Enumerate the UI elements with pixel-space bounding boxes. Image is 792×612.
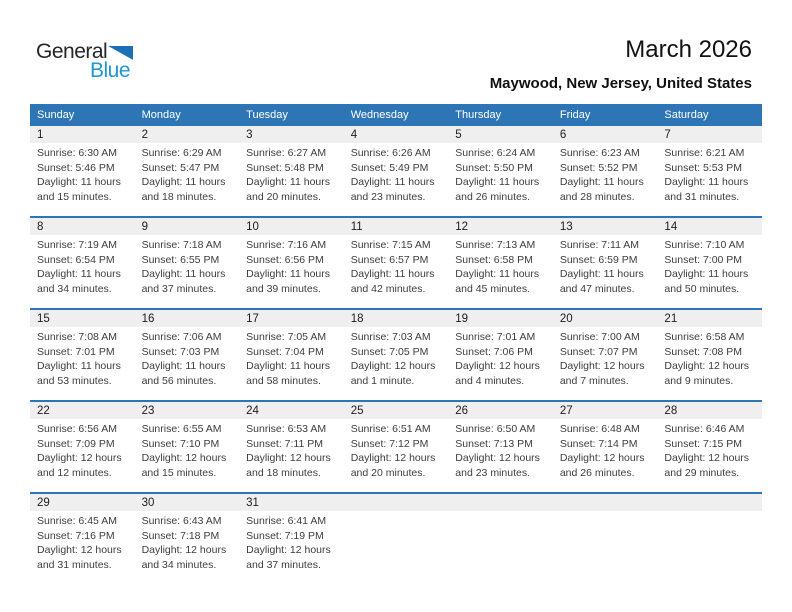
sunrise-text: Sunrise: 6:30 AM	[37, 147, 117, 159]
day-number: 3	[246, 128, 253, 141]
sunset-text: Sunset: 7:04 PM	[246, 345, 324, 358]
daylight-text: Daylight: 11 hours and 58 minutes.	[246, 360, 330, 388]
calendar-cell	[448, 143, 553, 216]
calendar-cell	[344, 511, 449, 584]
daylight-text: Daylight: 11 hours and 56 minutes.	[141, 360, 226, 388]
calendar-cell	[657, 511, 762, 584]
sunrise-text: Sunrise: 7:10 AM	[664, 239, 745, 251]
day-number-strip	[30, 310, 762, 327]
sunset-text: Sunset: 7:13 PM	[455, 437, 533, 450]
day-number: 16	[141, 312, 155, 325]
sunset-text: Sunset: 7:08 PM	[664, 345, 743, 358]
sunrise-text: Sunrise: 6:43 AM	[141, 515, 222, 527]
sunrise-text: Sunrise: 6:55 AM	[141, 423, 222, 435]
daylight-text: Daylight: 11 hours and 50 minutes.	[664, 268, 749, 296]
sunset-text: Sunset: 7:16 PM	[37, 529, 115, 542]
sunrise-text: Sunrise: 7:11 AM	[559, 239, 640, 251]
calendar-cell	[30, 327, 135, 400]
calendar-cell	[553, 419, 658, 492]
weekday-header: Saturday	[664, 109, 709, 121]
page-title: March 2026	[625, 36, 752, 63]
day-number: 5	[455, 128, 462, 141]
calendar-cell	[30, 419, 135, 492]
sunset-text: Sunset: 7:11 PM	[246, 437, 323, 450]
daylight-text: Daylight: 12 hours and 12 minutes.	[37, 452, 122, 480]
calendar-cell	[239, 511, 344, 584]
sunrise-text: Sunrise: 6:58 AM	[664, 331, 745, 343]
daylight-text: Daylight: 12 hours and 31 minutes.	[37, 544, 122, 572]
daylight-text: Daylight: 11 hours and 23 minutes.	[350, 176, 435, 204]
daylight-text: Daylight: 11 hours and 39 minutes.	[246, 268, 330, 296]
daylight-text: Daylight: 12 hours and 23 minutes.	[455, 452, 540, 480]
sunrise-text: Sunrise: 7:03 AM	[350, 331, 431, 343]
daylight-text: Daylight: 12 hours and 7 minutes.	[559, 360, 645, 388]
calendar-cell	[344, 327, 449, 400]
daylight-text: Daylight: 11 hours and 18 minutes.	[141, 176, 226, 204]
sunrise-text: Sunrise: 6:46 AM	[664, 423, 745, 435]
calendar-cell	[135, 511, 240, 584]
calendar-cell	[344, 143, 449, 216]
daylight-text: Daylight: 12 hours and 9 minutes.	[664, 360, 750, 388]
daylight-text: Daylight: 12 hours and 4 minutes.	[455, 360, 540, 388]
day-details-row	[30, 143, 762, 216]
sunrise-text: Sunrise: 6:27 AM	[246, 147, 327, 159]
sunset-text: Sunset: 5:52 PM	[559, 161, 638, 174]
calendar-cell	[135, 419, 240, 492]
sunset-text: Sunset: 7:07 PM	[559, 345, 638, 358]
daylight-text: Daylight: 11 hours and 53 minutes.	[37, 360, 121, 388]
calendar-cell	[344, 235, 449, 308]
sunrise-text: Sunrise: 6:26 AM	[350, 147, 431, 159]
sunset-text: Sunset: 5:46 PM	[37, 161, 115, 174]
daylight-text: Daylight: 12 hours and 37 minutes.	[246, 544, 331, 572]
sunset-text: Sunset: 5:47 PM	[141, 161, 220, 174]
sunset-text: Sunset: 7:19 PM	[246, 529, 324, 542]
daylight-text: Daylight: 11 hours and 26 minutes.	[455, 176, 540, 204]
calendar-cell	[657, 235, 762, 308]
calendar-cell	[135, 327, 240, 400]
calendar-table	[30, 104, 762, 584]
day-number-strip	[30, 402, 762, 419]
day-number: 31	[246, 496, 259, 509]
sunrise-text: Sunrise: 7:05 AM	[246, 331, 327, 343]
sunset-text: Sunset: 6:56 PM	[246, 253, 324, 266]
day-number-strip	[30, 494, 762, 511]
calendar-week-row	[30, 126, 762, 216]
sunset-text: Sunset: 7:01 PM	[37, 345, 115, 358]
sunset-text: Sunset: 5:53 PM	[664, 161, 743, 174]
day-number: 1	[37, 128, 44, 141]
sunrise-text: Sunrise: 6:56 AM	[37, 423, 117, 435]
calendar-cell	[657, 327, 762, 400]
sunrise-text: Sunrise: 7:13 AM	[455, 239, 536, 251]
daylight-text: Daylight: 12 hours and 34 minutes.	[141, 544, 227, 572]
day-number: 29	[37, 496, 50, 509]
calendar-cell	[448, 419, 553, 492]
sunrise-text: Sunrise: 7:18 AM	[141, 239, 222, 251]
day-details-row	[30, 419, 762, 492]
daylight-text: Daylight: 11 hours and 20 minutes.	[246, 176, 330, 204]
sunset-text: Sunset: 7:10 PM	[141, 437, 220, 450]
sunrise-text: Sunrise: 6:51 AM	[350, 423, 431, 435]
sunset-text: Sunset: 5:49 PM	[350, 161, 429, 174]
daylight-text: Daylight: 11 hours and 37 minutes.	[141, 268, 226, 296]
day-number: 11	[350, 220, 363, 233]
calendar-cell	[30, 511, 135, 584]
day-number: 28	[664, 404, 678, 417]
calendar-cell	[553, 327, 658, 400]
daylight-text: Daylight: 11 hours and 31 minutes.	[664, 176, 749, 204]
calendar-cell	[239, 419, 344, 492]
sunset-text: Sunset: 6:55 PM	[141, 253, 220, 266]
daylight-text: Daylight: 12 hours and 20 minutes.	[350, 452, 436, 480]
day-number-strip	[30, 126, 762, 143]
calendar-weeks	[30, 126, 762, 584]
calendar-cell	[239, 235, 344, 308]
logo-general-text: General	[36, 40, 108, 63]
day-number: 4	[350, 128, 358, 141]
sunset-text: Sunset: 6:57 PM	[350, 253, 429, 266]
calendar-cell	[135, 235, 240, 308]
sunrise-text: Sunrise: 7:08 AM	[37, 331, 117, 343]
calendar-cell	[553, 143, 658, 216]
daylight-text: Daylight: 12 hours and 1 minute.	[350, 360, 436, 388]
weekday-header: Friday	[559, 109, 591, 121]
day-number: 8	[37, 220, 44, 233]
daylight-text: Daylight: 12 hours and 26 minutes.	[559, 452, 645, 480]
day-number: 30	[141, 496, 155, 509]
sunrise-text: Sunrise: 6:24 AM	[455, 147, 536, 159]
sunrise-text: Sunrise: 6:23 AM	[559, 147, 640, 159]
logo-blue-text: Blue	[90, 59, 131, 82]
day-number: 2	[141, 128, 148, 141]
page-subtitle: Maywood, New Jersey, United States	[489, 75, 752, 92]
calendar-week-row	[30, 492, 762, 584]
day-number: 26	[455, 404, 469, 417]
sunset-text: Sunset: 7:15 PM	[664, 437, 743, 450]
day-number: 27	[559, 404, 573, 417]
sunset-text: Sunset: 5:48 PM	[246, 161, 324, 174]
calendar-cell	[448, 327, 553, 400]
sunrise-text: Sunrise: 6:29 AM	[141, 147, 222, 159]
sunrise-text: Sunrise: 7:01 AM	[455, 331, 536, 343]
daylight-text: Daylight: 12 hours and 29 minutes.	[664, 452, 750, 480]
calendar-cell	[553, 235, 658, 308]
weekday-header: Tuesday	[246, 109, 288, 121]
sunrise-text: Sunrise: 6:41 AM	[246, 515, 327, 527]
calendar-cell	[239, 143, 344, 216]
daylight-text: Daylight: 11 hours and 34 minutes.	[37, 268, 121, 296]
day-number: 14	[664, 220, 678, 233]
calendar-week-row	[30, 400, 762, 492]
day-number: 25	[350, 404, 364, 417]
sunrise-text: Sunrise: 7:00 AM	[559, 331, 640, 343]
sunrise-text: Sunrise: 7:19 AM	[37, 239, 117, 251]
daylight-text: Daylight: 11 hours and 28 minutes.	[559, 176, 644, 204]
daylight-text: Daylight: 11 hours and 47 minutes.	[559, 268, 644, 296]
calendar-cell	[657, 143, 762, 216]
sunset-text: Sunset: 7:00 PM	[664, 253, 743, 266]
weekday-header: Thursday	[455, 109, 502, 121]
day-number: 23	[141, 404, 155, 417]
day-number: 18	[350, 312, 364, 325]
calendar-cell	[135, 143, 240, 216]
day-number: 21	[664, 312, 678, 325]
sunset-text: Sunset: 7:18 PM	[141, 529, 220, 542]
general-blue-logo	[36, 40, 133, 82]
sunset-text: Sunset: 6:59 PM	[559, 253, 638, 266]
day-details-row	[30, 327, 762, 400]
day-number: 19	[455, 312, 469, 325]
day-number: 20	[559, 312, 573, 325]
calendar-cell	[30, 235, 135, 308]
daylight-text: Daylight: 11 hours and 45 minutes.	[455, 268, 540, 296]
day-details-row	[30, 235, 762, 308]
calendar-cell	[553, 511, 658, 584]
day-number: 9	[141, 220, 148, 233]
sunset-text: Sunset: 5:50 PM	[455, 161, 533, 174]
sunset-text: Sunset: 7:09 PM	[37, 437, 115, 450]
sunset-text: Sunset: 7:06 PM	[455, 345, 533, 358]
sunrise-text: Sunrise: 7:06 AM	[141, 331, 222, 343]
daylight-text: Daylight: 11 hours and 15 minutes.	[37, 176, 121, 204]
sunrise-text: Sunrise: 6:50 AM	[455, 423, 536, 435]
sunrise-text: Sunrise: 7:15 AM	[350, 239, 431, 251]
day-number: 12	[455, 220, 469, 233]
calendar-cell	[657, 419, 762, 492]
weekday-header: Monday	[141, 109, 181, 121]
daylight-text: Daylight: 12 hours and 15 minutes.	[141, 452, 227, 480]
calendar-cell	[344, 419, 449, 492]
sunset-text: Sunset: 7:14 PM	[559, 437, 638, 450]
calendar-cell	[239, 327, 344, 400]
weekday-header: Sunday	[37, 109, 75, 121]
sunrise-text: Sunrise: 6:48 AM	[559, 423, 640, 435]
sunrise-text: Sunrise: 6:53 AM	[246, 423, 327, 435]
daylight-text: Daylight: 12 hours and 18 minutes.	[246, 452, 331, 480]
calendar-week-row	[30, 308, 762, 400]
sunset-text: Sunset: 7:05 PM	[350, 345, 429, 358]
sunset-text: Sunset: 6:58 PM	[455, 253, 533, 266]
sunrise-text: Sunrise: 7:16 AM	[246, 239, 327, 251]
day-number: 22	[37, 404, 50, 417]
day-number: 24	[246, 404, 259, 417]
logo-triangle-icon	[108, 46, 133, 60]
day-number: 15	[37, 312, 50, 325]
sunrise-text: Sunrise: 6:21 AM	[664, 147, 745, 159]
day-number: 6	[559, 128, 567, 141]
day-number: 7	[664, 128, 671, 141]
day-number: 17	[246, 312, 259, 325]
sunset-text: Sunset: 7:03 PM	[141, 345, 220, 358]
sunrise-text: Sunrise: 6:45 AM	[37, 515, 117, 527]
calendar-cell	[30, 143, 135, 216]
daylight-text: Daylight: 11 hours and 42 minutes.	[350, 268, 435, 296]
weekday-header-row	[30, 104, 762, 126]
weekday-header: Wednesday	[350, 109, 409, 121]
day-number: 13	[559, 220, 573, 233]
calendar-week-row	[30, 216, 762, 308]
sunset-text: Sunset: 6:54 PM	[37, 253, 115, 266]
day-details-row	[30, 511, 762, 584]
calendar-cell	[448, 235, 553, 308]
day-number: 10	[246, 220, 259, 233]
calendar-cell	[448, 511, 553, 584]
sunset-text: Sunset: 7:12 PM	[350, 437, 429, 450]
day-number-strip	[30, 218, 762, 235]
